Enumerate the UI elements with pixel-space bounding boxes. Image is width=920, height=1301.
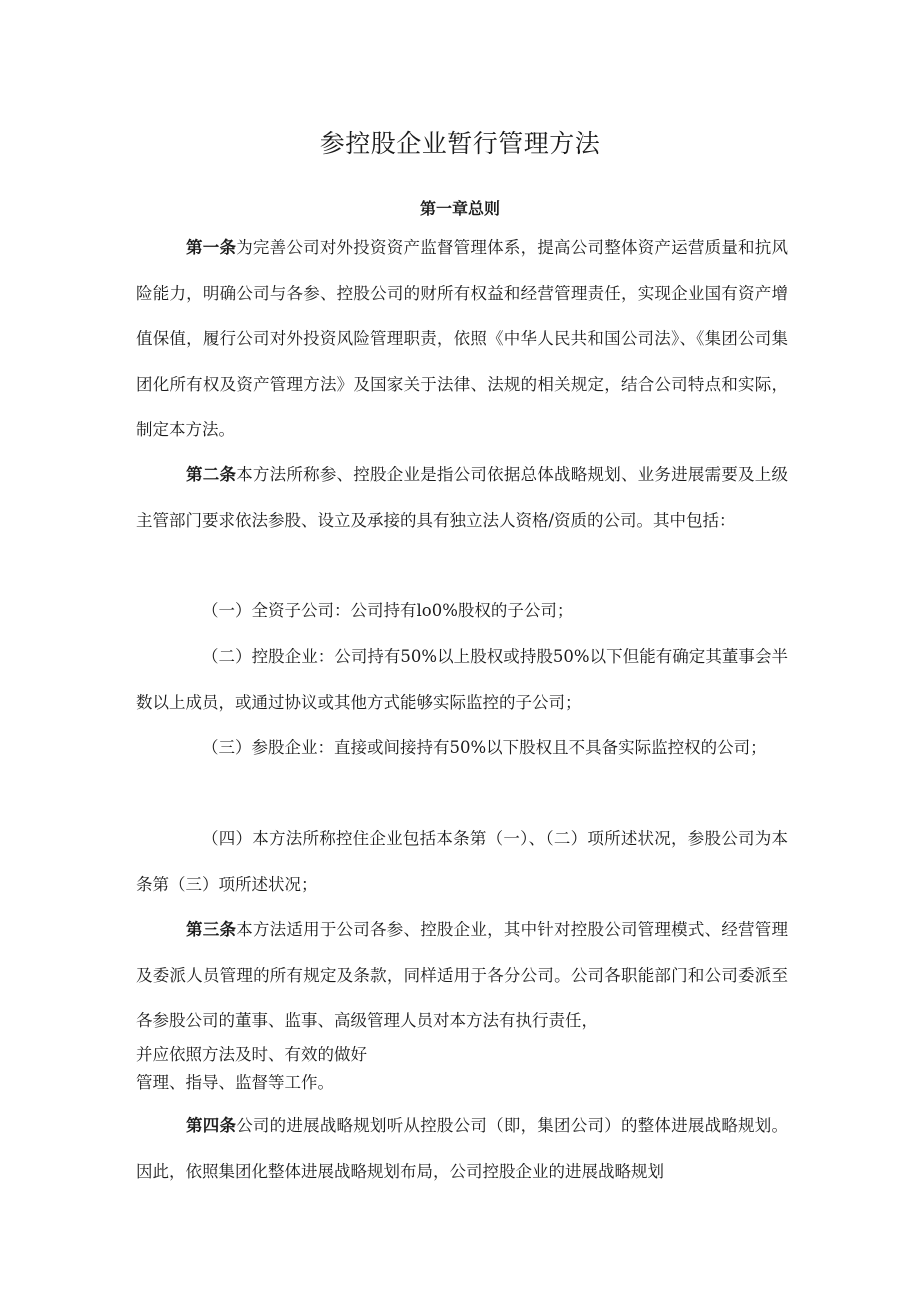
- list-item-1: （一）全资子公司：公司持有lo0%股权的子公司；: [202, 601, 574, 620]
- article-3-text: 本方法适用于公司各参、控股企业，其中针对控股公司管理模式、经营管理及委派人员管理的所有规定及条款，同样适用于各分公司。公司各职能部门和公司委派至各参股公司的董事、监事、高级管理人员对本方法有执行责任，: [136, 920, 789, 1030]
- article-2: [136, 452, 788, 543]
- article-2-text: 本方法所称参、控股企业是指公司依据总体战略规划、业务进展需要及上级主管部门要求依法参股、设立及承接的具有独立法人资格/资质的公司。其中包括：: [136, 465, 789, 530]
- article-2-label: 第二条: [186, 465, 237, 484]
- article-4-label: 第四条: [186, 1116, 237, 1135]
- list-item-2: （二）控股企业：公司持有50%以上股权或持股50%以下但能有确定其董事会半数以上成员，或通过协议或其他方式能够实际监控的子公司；: [136, 647, 788, 712]
- list-item-3: （三）参股企业：直接或间接持有50%以下股权且不具备实际监控权的公司；: [202, 738, 767, 757]
- article-4-text: 公司的进展战略规划听从控股公司（即，集团公司）的整体进展战略规划。因此，依照集团化整体进展战略规划布局，公司控股企业的进展战略规划: [136, 1116, 789, 1181]
- document-title: 参控股企业暂行管理方法: [319, 129, 601, 158]
- article-1-text: 为完善公司对外投资资产监督管理体系，提高公司整体资产运营质量和抗风险能力，明确公司与各参、控股公司的财所有权益和经营管理责任，实现企业国有资产增值保值，履行公司对外投资风险管理职责，依照《中华人民共和国公司法》、《集团公司集团化所有权及资产管理方法》及国家关于法律、法规的相关规定，结合公司特点和实际，制定本方法。: [136, 238, 789, 439]
- article-3: [136, 907, 788, 1044]
- chapter-heading: 第一章总则: [419, 199, 500, 218]
- article-3-label: 第三条: [186, 920, 237, 939]
- article-1: [136, 225, 788, 453]
- article-3-tail-line-1: 并应依照方法及时、有效的做好: [136, 1045, 367, 1064]
- article-3-tail-line-2: 管理、指导、监督等工作。: [136, 1073, 334, 1092]
- article-1-label: 第一条: [186, 238, 237, 257]
- list-item-4: （四）本方法所称控住企业包括本条第（一）、（二）项所述状况，参股公司为本条第（三）项所述状况；: [136, 829, 788, 894]
- article-4: [136, 1103, 788, 1194]
